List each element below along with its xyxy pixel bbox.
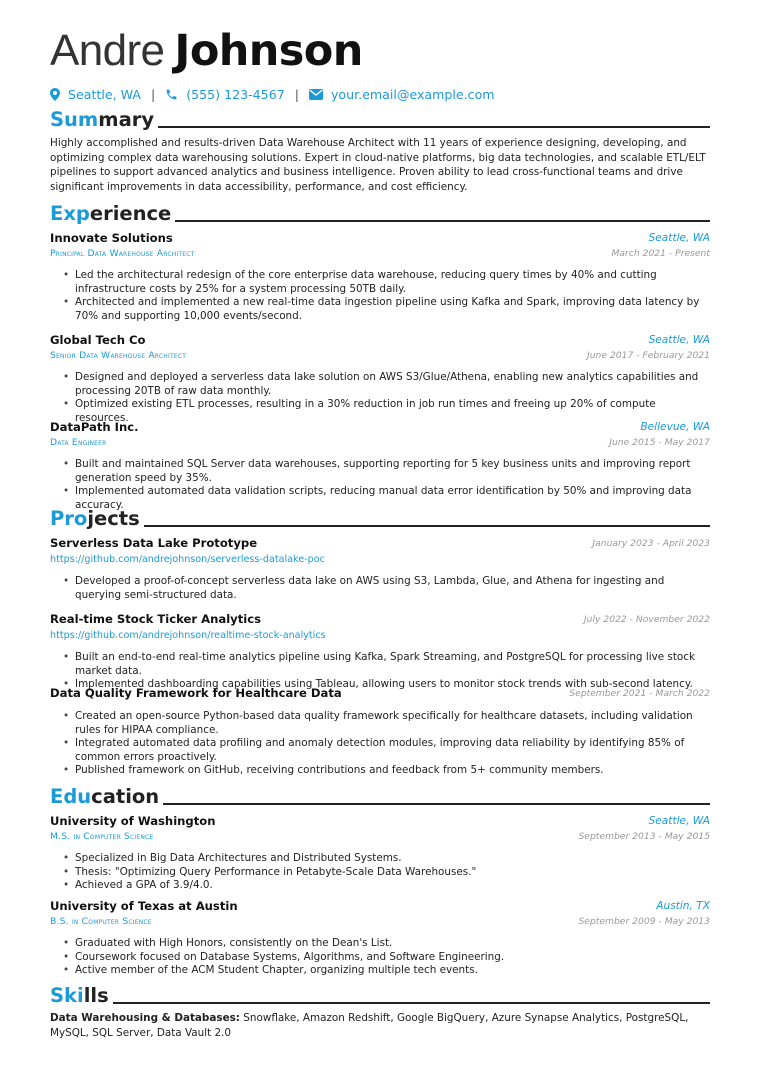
project-bullets <box>60 575 710 602</box>
section-summary-heading <box>50 106 710 132</box>
list-item: • Built and maintained SQL Server data warehouses, supporting reporting for 5 key business units and improving report generation speed by 35%. <box>60 458 710 485</box>
section-rule <box>144 525 710 527</box>
list-item: • Implemented automated data validation scripts, reducing manual data error identification by 50% and improving data accuracy. <box>60 485 710 512</box>
skills-line <box>50 1011 710 1040</box>
list-item: • Published framework on GitHub, receiving contributions and feedback from 5+ community members. <box>60 764 710 778</box>
list-item: • Specialized in Big Data Architectures and Distributed Systems. <box>60 852 710 866</box>
degree: M.S. in Computer Science <box>50 831 154 842</box>
project-dates: January 2023 - April 2023 <box>592 538 710 549</box>
section-title <box>50 984 109 1008</box>
phone-icon <box>165 88 178 101</box>
company-name: Global Tech Co <box>50 333 146 347</box>
project-bullets <box>60 710 710 778</box>
company-name: Innovate Solutions <box>50 231 173 245</box>
school-name: University of Texas at Austin <box>50 899 238 913</box>
section-title <box>50 202 171 226</box>
contact-separator: | <box>150 86 156 102</box>
job-role: Principal Data Warehouse Architect <box>50 248 195 259</box>
project-dates: July 2022 - November 2022 <box>583 614 710 625</box>
list-item: • Thesis: "Optimizing Query Performance in Petabyte-Scale Data Warehouses." <box>60 866 710 880</box>
education-bullets <box>60 937 710 978</box>
job-bullets <box>60 458 710 512</box>
title-accent: Edu <box>50 785 92 808</box>
project-name: Data Quality Framework for Healthcare Data <box>50 686 342 700</box>
education-bullets <box>60 852 710 893</box>
company-name: DataPath Inc. <box>50 420 139 434</box>
section-skills-heading <box>50 982 710 1008</box>
section-projects-heading <box>50 505 710 531</box>
list-item: • Architected and implemented a new real-time data ingestion pipeline using Kafka and Spark, improving data latency by 70% and supporting 10,000 events/second. <box>60 296 710 323</box>
job-dates: March 2021 - Present <box>611 248 710 259</box>
title-accent: Sum <box>50 108 99 131</box>
section-title <box>50 507 140 531</box>
candidate-name <box>50 26 363 76</box>
school-dates: September 2013 - May 2015 <box>578 831 710 842</box>
list-item: • Graduated with High Honors, consistently on the Dean's List. <box>60 937 710 951</box>
title-rest: lls <box>83 984 109 1007</box>
project-dates: September 2021 - March 2022 <box>569 688 710 699</box>
phone-text: (555) 123-4567 <box>186 86 285 102</box>
job-dates: June 2017 - February 2021 <box>587 350 710 361</box>
section-title <box>50 108 154 132</box>
summary-text: Highly accomplished and results-driven Data Warehouse Architect with 11 years of experience designing, developing, and optimizing complex data warehousing solutions. Expert in cloud-native platforms, big data technologies, and scalable ETL/ELT pipelines to support advanced analytics and business intelligence. Proven ability to lead cross-functional teams and drive significant improvements in data accessibility, performance, and cost efficiency. <box>50 137 706 193</box>
title-accent: Ski <box>50 984 84 1007</box>
title-accent: Pro <box>50 507 88 530</box>
school-name: University of Washington <box>50 814 216 828</box>
section-rule <box>175 220 710 222</box>
list-item: • Integrated automated data profiling and anomaly detection modules, improving data reliability by identifying 85% of common errors proactively. <box>60 737 710 764</box>
list-item: • Led the architectural redesign of the core enterprise data warehouse, reducing query times by 40% and cutting infrastructure costs by 25% for a system processing 50TB daily. <box>60 269 710 296</box>
contact-email[interactable] <box>309 87 495 102</box>
job-role: Data Engineer <box>50 437 107 448</box>
map-pin-icon <box>50 88 60 101</box>
location-text: Seattle, WA <box>68 86 141 102</box>
section-title <box>50 785 159 809</box>
list-item: • Implemented dashboarding capabilities using Tableau, allowing users to monitor stock trends with sub-second latency. <box>60 678 710 692</box>
project-link[interactable]: https://github.com/andrejohnson/realtime-stock-analytics <box>50 630 326 641</box>
job-dates: June 2015 - May 2017 <box>609 437 710 448</box>
list-item: • Developed a proof-of-concept serverless data lake on AWS using S3, Lambda, Glue, and Athena for ingesting and querying semi-structured data. <box>60 575 710 602</box>
school-location: Seattle, WA <box>648 815 710 827</box>
degree: B.S. in Computer Science <box>50 916 152 927</box>
job-bullets <box>60 371 710 425</box>
contact-phone[interactable] <box>165 87 285 102</box>
section-education-heading <box>50 783 710 809</box>
project-name: Serverless Data Lake Prototype <box>50 536 258 550</box>
list-item: • Built an end-to-end real-time analytics pipeline using Kafka, Spark Streaming, and PostgreSQL for processing live stock market data. <box>60 651 710 678</box>
project-name: Real-time Stock Ticker Analytics <box>50 612 262 626</box>
contact-line <box>50 85 495 103</box>
list-item: • Optimized existing ETL processes, resulting in a 30% reduction in job run times and freeing up 20% of compute resources. <box>60 398 710 425</box>
last-name: Johnson <box>174 26 363 76</box>
title-accent: Exp <box>50 202 90 225</box>
list-item: • Active member of the ACM Student Chapter, organizing multiple tech events. <box>60 964 710 978</box>
job-location: Seattle, WA <box>648 334 710 346</box>
title-rest: jects <box>87 507 140 530</box>
job-bullets <box>60 269 710 323</box>
list-item: • Achieved a GPA of 3.9/4.0. <box>60 879 710 893</box>
school-dates: September 2009 - May 2013 <box>578 916 710 927</box>
envelope-icon <box>309 89 323 100</box>
list-item: • Designed and deployed a serverless data lake solution on AWS S3/Glue/Athena, enabling new analytics capabilities and processing 20TB of raw data monthly. <box>60 371 710 398</box>
job-role: Senior Data Warehouse Architect <box>50 350 187 361</box>
contact-separator: | <box>294 86 299 102</box>
email-text: your.email@example.com <box>330 86 495 102</box>
title-rest: mary <box>98 108 155 131</box>
section-experience-heading <box>50 200 710 226</box>
section-rule <box>163 803 710 805</box>
school-location: Austin, TX <box>656 900 710 912</box>
skills-category: Data Warehousing & Databases: <box>50 1012 240 1024</box>
section-rule <box>113 1002 710 1004</box>
section-rule <box>158 126 710 128</box>
job-location: Seattle, WA <box>648 232 710 244</box>
title-rest: cation <box>91 785 160 808</box>
skills-list: Snowflake, Amazon Redshift, Google BigQuery, Azure Synapse Analytics, PostgreSQL, MySQL, SQL Server, Data Vault 2.0 <box>50 1012 689 1039</box>
job-location: Bellevue, WA <box>640 421 710 433</box>
list-item: • Coursework focused on Database Systems, Algorithms, and Software Engineering. <box>60 951 710 965</box>
title-rest: erience <box>89 202 172 225</box>
first-name: Andre <box>50 26 165 75</box>
list-item: • Created an open-source Python-based data quality framework specifically for healthcare datasets, including validation rules for HIPAA compliance. <box>60 710 710 737</box>
contact-location <box>50 87 141 102</box>
project-link[interactable]: https://github.com/andrejohnson/serverless-datalake-poc <box>50 554 325 565</box>
